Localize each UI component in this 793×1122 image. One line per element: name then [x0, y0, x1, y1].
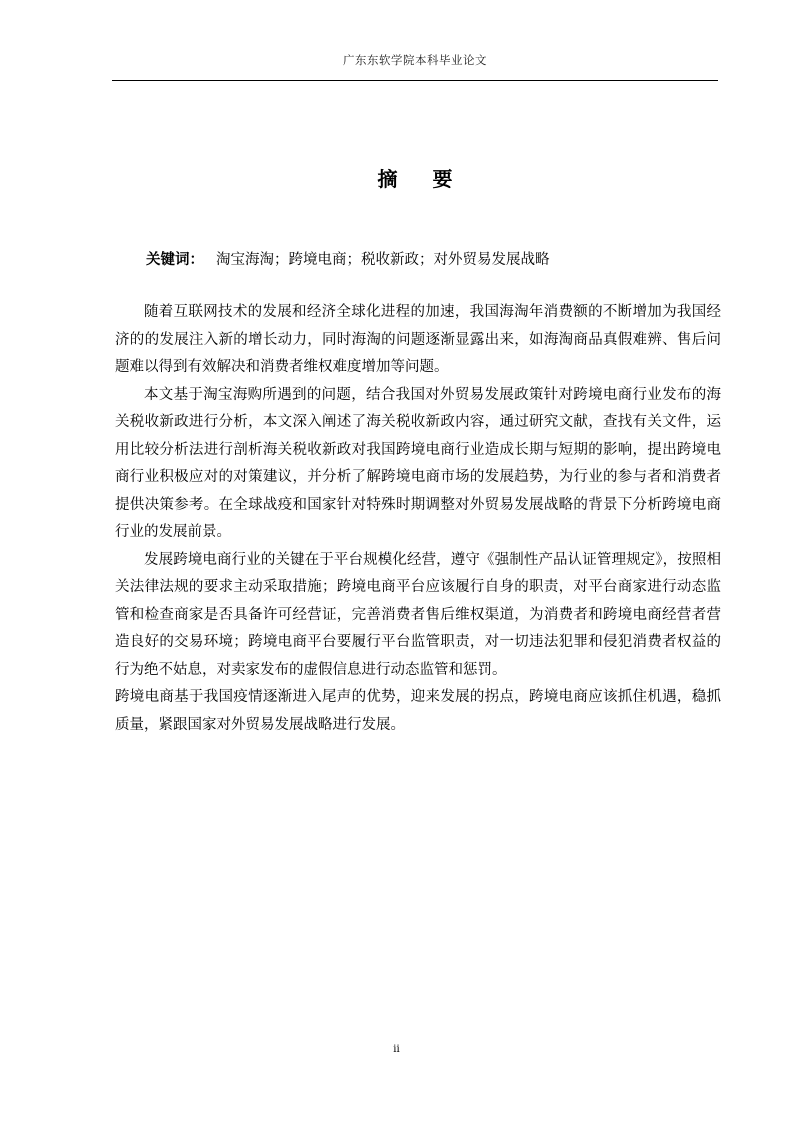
page-title: 摘 要	[377, 167, 467, 191]
abstract-paragraph: 跨境电商基于我国疫情逐渐进入尾声的优势，迎来发展的拐点，跨境电商应该抓住机遇，稳抓质量，紧跟国家对外贸易发展战略进行发展。	[115, 689, 721, 733]
keywords-line	[146, 248, 550, 269]
page-number: ii	[393, 1044, 400, 1055]
running-header: 广东东软学院本科毕业论文	[343, 53, 487, 67]
header-divider	[112, 80, 718, 81]
keywords-label: 关键词：	[146, 252, 204, 268]
keywords-text: 淘宝海淘；跨境电商；税收新政；对外贸易发展战略	[216, 252, 550, 268]
abstract-paragraph: 本文基于淘宝海购所遇到的问题，结合我国对外贸易发展政策针对跨境电商行业发布的海关税收新政进行分析，本文深入阐述了海关税收新政内容，通过研究文献，查找有关文件，运用比较分析法进行剖析海关税收新政对我国跨境电商行业造成长期与短期的影响，提出跨境电商行业积极应对的对策建议，并分析了解跨境电商市场的发展趋势，为行业的参与者和消费者提供决策参考。在全球战疫和国家针对特殊时期调整对外贸易发展战略的背景下分析跨境电商行业的发展前景。	[115, 386, 721, 540]
abstract-paragraph: 发展跨境电商行业的关键在于平台规模化经营，遵守《强制性产品认证管理规定》，按照相关法律法规的要求主动采取措施；跨境电商平台应该履行自身的职责，对平台商家进行动态监管和检查商家是否具备许可经营证，完善消费者售后维权渠道，为消费者和跨境电商经营者营造良好的交易环境；跨境电商平台要履行平台监管职责，对一切违法犯罪和侵犯消费者权益的行为绝不姑息，对卖家发布的虚假信息进行动态监管和惩罚。	[115, 551, 721, 678]
abstract-paragraph: 随着互联网技术的发展和经济全球化进程的加速，我国海淘年消费额的不断增加为我国经济的的发展注入新的增长动力，同时海淘的问题逐渐显露出来，如海淘商品真假难辨、售后问题难以得到有效解决和消费者维权难度增加等问题。	[115, 304, 721, 375]
abstract-body	[115, 299, 721, 739]
